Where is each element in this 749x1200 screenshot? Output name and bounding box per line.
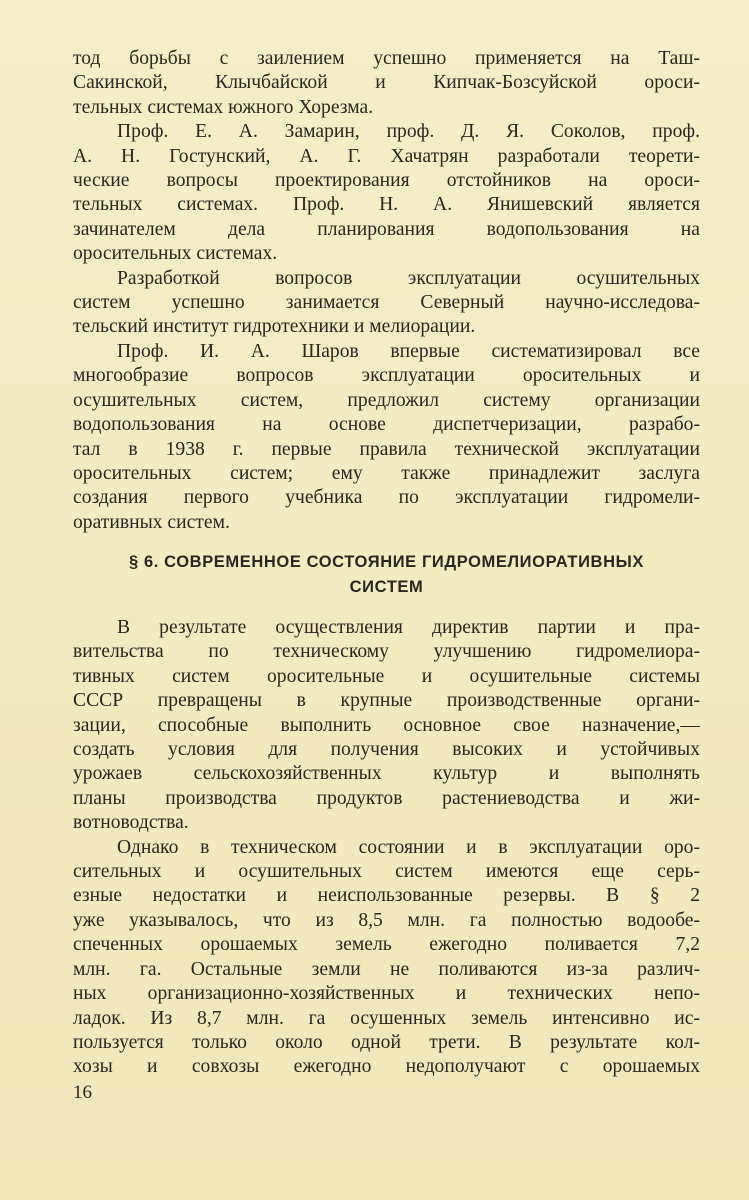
text-block-top bbox=[73, 47, 700, 535]
text-line: Сакинской, Клычбайской и Кипчак-Бозсуйской ороси- bbox=[73, 72, 700, 94]
text-line: планы производства продуктов растениеводства и жи- bbox=[73, 787, 700, 809]
text-line: водопользования на основе диспетчеризации, разрабо- bbox=[73, 414, 700, 436]
text-line: оросительных систем; ему также принадлежит заслуга bbox=[73, 462, 700, 484]
text-line: спеченных орошаемых земель ежегодно поливается 7,2 bbox=[73, 934, 700, 956]
paragraph-4 bbox=[73, 340, 700, 535]
text-line: оросительных системах. bbox=[73, 243, 278, 265]
text-line: млн. га. Остальные земли не поливаются из-за различ- bbox=[73, 958, 700, 980]
paragraph-6 bbox=[73, 836, 700, 1080]
text-line: СССР превращены в крупные производственные органи- bbox=[73, 690, 700, 712]
text-line: ческие вопросы проектирования отстойников на ороси- bbox=[73, 170, 700, 192]
text-line: пользуется только около одной трети. В результате кол- bbox=[73, 1031, 700, 1053]
text-line: зачинателем дела планирования водопользования на bbox=[73, 218, 700, 240]
text-line: оративных систем. bbox=[73, 511, 230, 533]
text-line: уже указывалось, что из 8,5 млн. га полностью водообе- bbox=[73, 909, 700, 931]
text-line: тал в 1938 г. первые правила технической эксплуатации bbox=[73, 438, 700, 460]
text-line: сительных и осушительных систем имеются еще серь- bbox=[73, 861, 700, 883]
section-heading bbox=[73, 550, 700, 600]
text-line: Проф. И. А. Шаров впервые систематизировал все bbox=[117, 340, 700, 362]
paragraph-3 bbox=[73, 267, 700, 340]
text-line: В результате осуществления директив партии и пра- bbox=[117, 617, 700, 638]
text-line: систем успешно занимается Северный научно-исследова- bbox=[73, 292, 700, 314]
heading-line-2: СИСТЕМ bbox=[349, 578, 424, 596]
text-line: создания первого учебника по эксплуатации гидромели- bbox=[73, 487, 700, 509]
text-line: тельных системах. Проф. Н. А. Янишевский является bbox=[73, 194, 700, 216]
text-line: Разработкой вопросов эксплуатации осушительных bbox=[117, 267, 700, 289]
text-line: ладок. Из 8,7 млн. га осушенных земель интенсивно ис- bbox=[73, 1007, 700, 1029]
text-line: Однако в техническом состоянии и в эксплуатации оро- bbox=[117, 836, 700, 858]
text-line: зации, способные выполнить основное свое назначение,— bbox=[73, 714, 700, 736]
paragraph-1 bbox=[73, 47, 700, 120]
text-line: тельский институт гидротехники и мелиорации. bbox=[73, 316, 476, 338]
text-line: тивных систем оросительные и осушительные системы bbox=[73, 665, 700, 687]
text-line: езные недостатки и неиспользованные резервы. В § 2 bbox=[73, 885, 700, 907]
page-number: 16 bbox=[73, 1082, 92, 1103]
paragraph-5 bbox=[73, 616, 700, 836]
text-line: тельных системах южного Хорезма. bbox=[73, 96, 374, 118]
text-line: тод борьбы с заилением успешно применяется на Таш- bbox=[73, 48, 700, 69]
text-line: многообразие вопросов эксплуатации оросительных и bbox=[73, 365, 700, 387]
text-line: вотноводства. bbox=[73, 812, 189, 834]
text-line: Проф. Е. А. Замарин, проф. Д. Я. Соколов, проф. bbox=[117, 121, 700, 143]
paragraph-2 bbox=[73, 120, 700, 266]
text-line: вительства по техническому улучшению гидромелиора- bbox=[73, 641, 700, 663]
text-line: урожаев сельскохозяйственных культур и выполнять bbox=[73, 763, 700, 785]
text-line: хозы и совхозы ежегодно недополучают с орошаемых bbox=[73, 1056, 700, 1078]
text-line: ных организационно-хозяйственных и технических непо- bbox=[73, 983, 700, 1005]
heading-line-1: § 6. СОВРЕМЕННОЕ СОСТОЯНИЕ ГИДРОМЕЛИОРАТИВНЫХ bbox=[129, 553, 644, 571]
text-line: создать условия для получения высоких и устойчивых bbox=[73, 739, 700, 761]
text-line: А. Н. Гостунский, А. Г. Хачатрян разработали теорети- bbox=[73, 145, 700, 167]
text-line: осушительных систем, предложил систему организации bbox=[73, 389, 700, 411]
text-block-bottom bbox=[73, 616, 700, 1080]
